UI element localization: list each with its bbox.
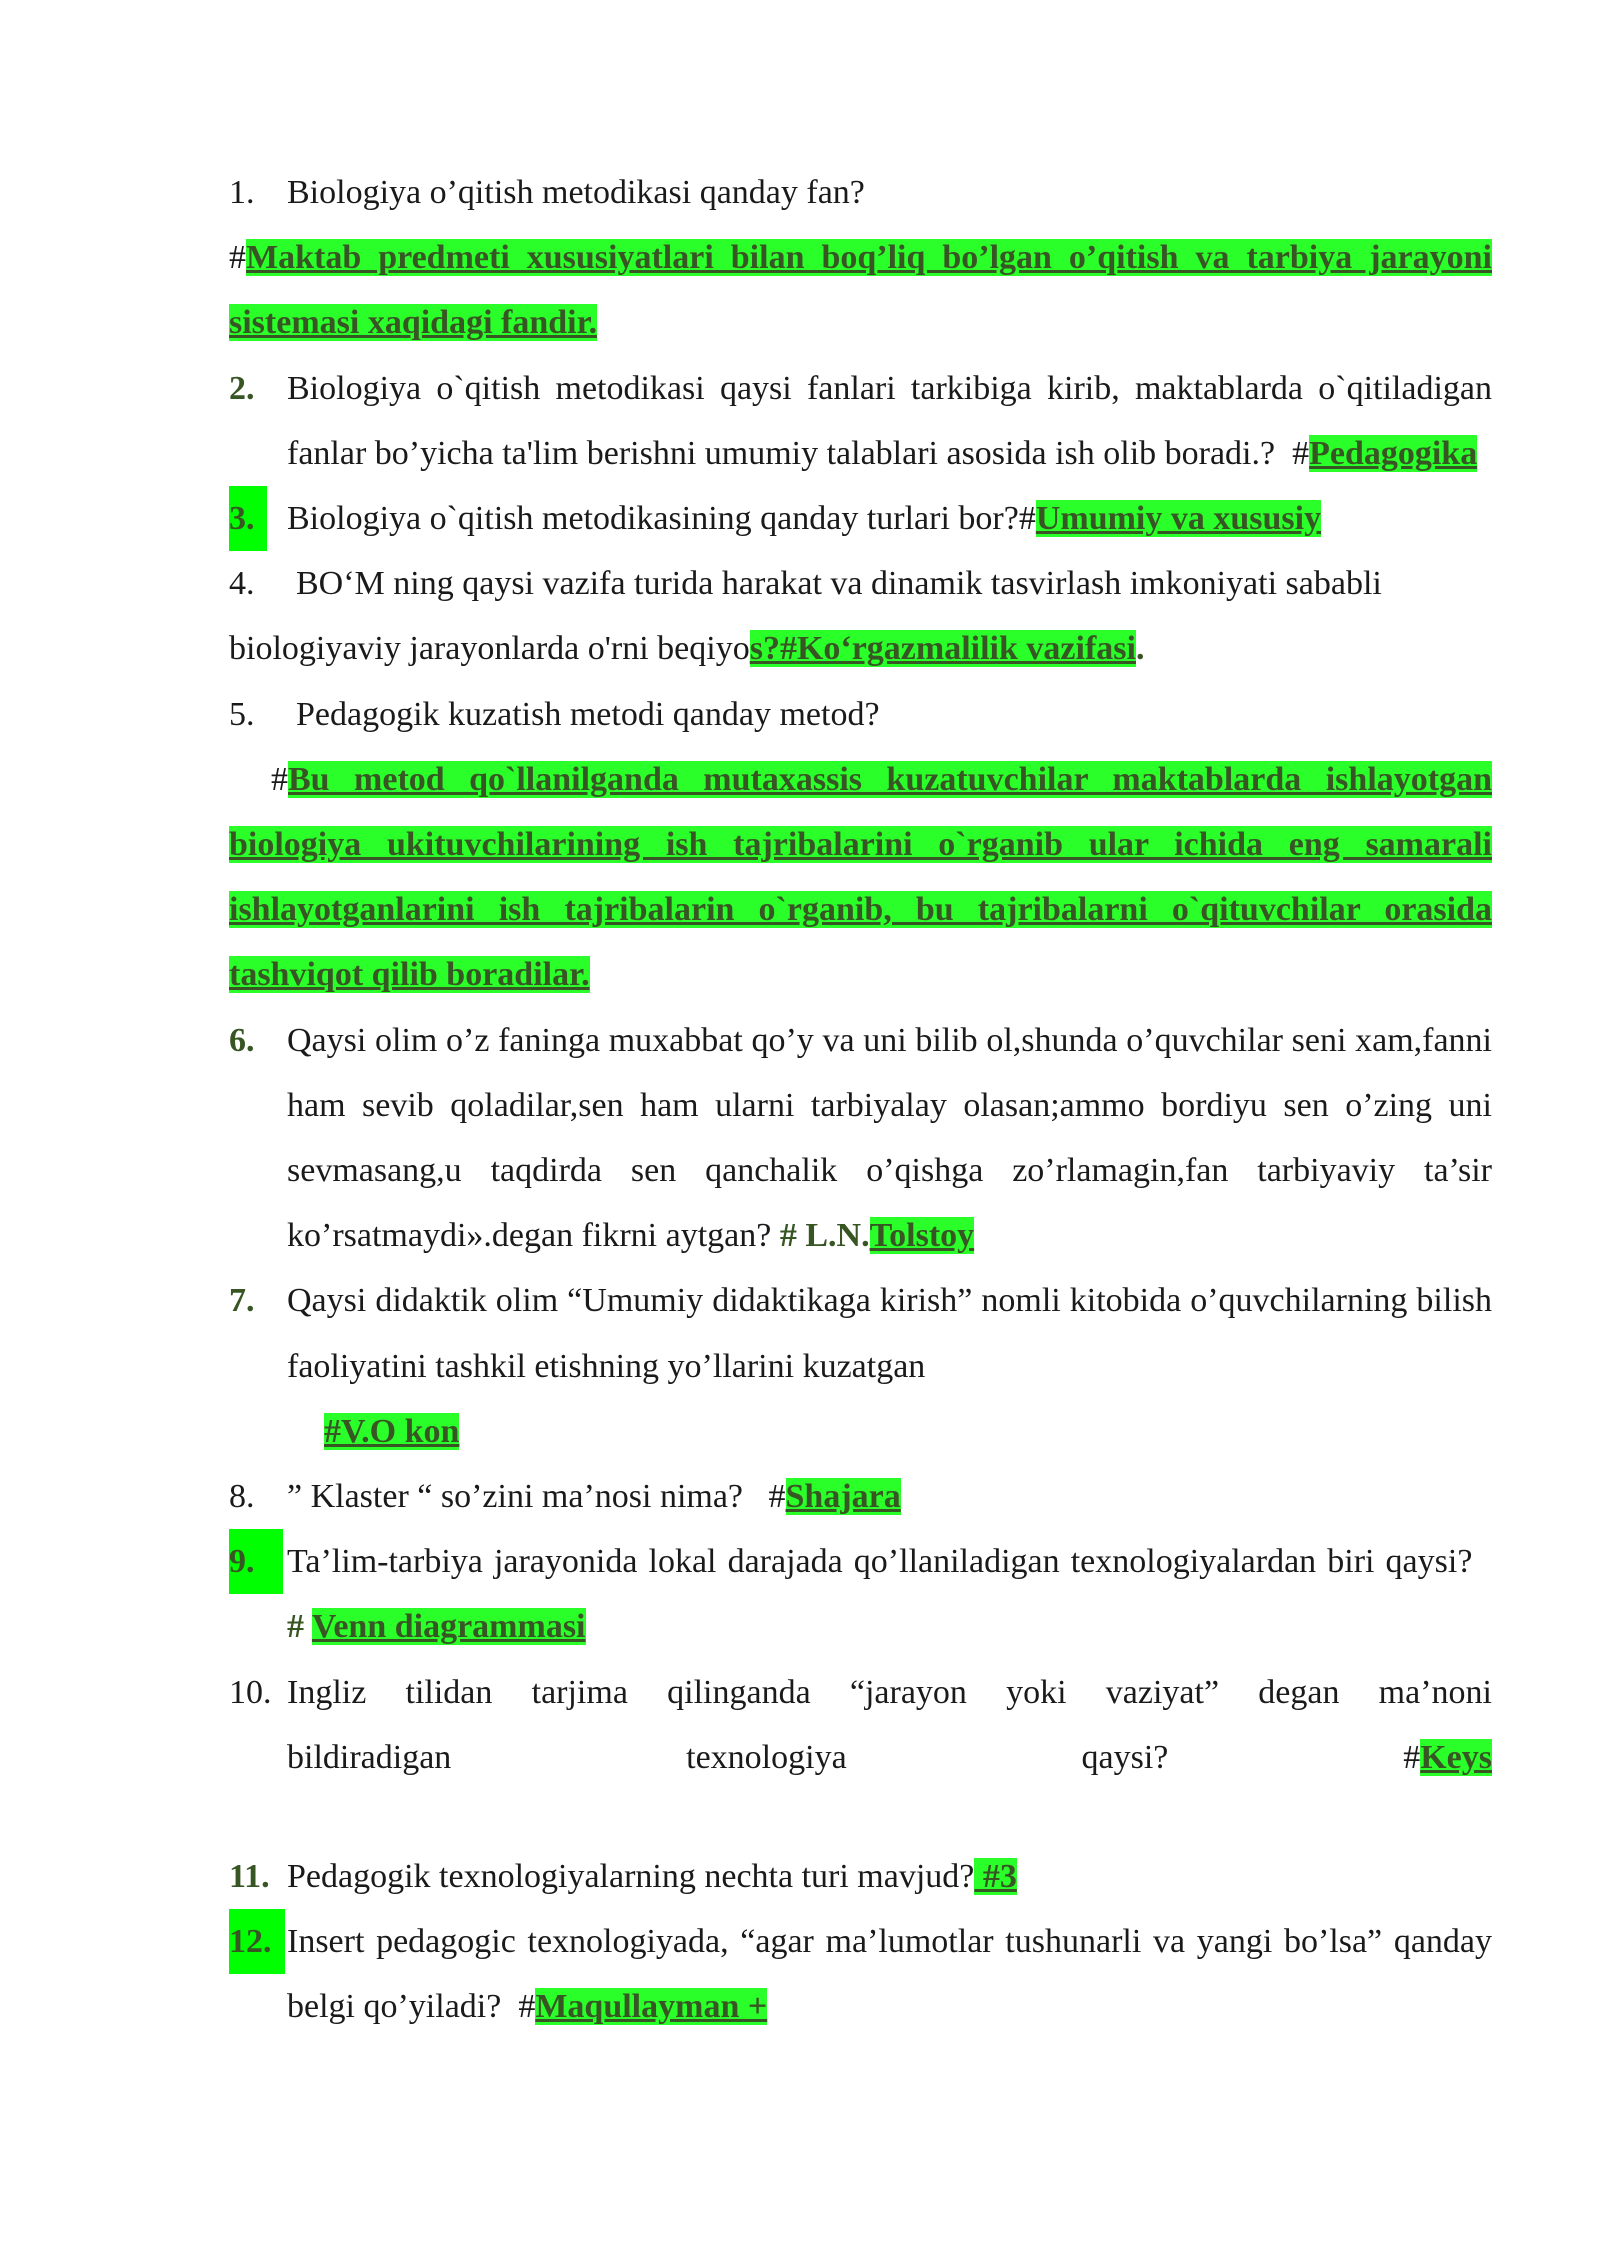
question-text: Qaysi didaktik olim “Umumiy didaktikaga kirish” nomli kitobida o’quvchilarning bilish faoliyatini tashkil etishning yo’llarini kuzatgan [287, 1282, 1492, 1385]
question-5 [229, 682, 1492, 1008]
question-9 [229, 1529, 1492, 1659]
question-word: bildiradigan [287, 1738, 452, 1776]
question-3 [229, 486, 1492, 551]
hash-mark: # [287, 1608, 312, 1646]
hash-mark: # [1403, 1738, 1421, 1776]
question-number: 7. [229, 1282, 255, 1320]
hash-mark: # [229, 239, 246, 277]
answer-highlight: s?#Ko‘rgazmalilik vazifasi [749, 630, 1136, 668]
question-number: 4. [229, 565, 255, 603]
question-1 [229, 160, 1492, 356]
question-number: 8. [229, 1478, 255, 1516]
answer-tail: . [1135, 630, 1145, 668]
answer-highlight: Maktab predmeti xususiyatlari bilan boq’liq bo’lgan o’qitish va tarbiya jarayoni sistemasi xaqidagi fandir. [229, 239, 1492, 342]
question-number: 10. [229, 1673, 272, 1711]
question-number: 2. [229, 369, 255, 407]
question-11 [229, 1844, 1492, 1909]
answer-highlight: Keys [1420, 1738, 1492, 1776]
question-number: 5. [229, 695, 255, 733]
question-number: 6. [229, 1021, 255, 1059]
question-word: texnologiya [686, 1738, 847, 1776]
question-text: BO‘M ning qaysi vazifa turida harakat va dinamik tasvirlash imkoniyati sababli biologiyaviy jarayonlarda o'rni beqiyo [229, 565, 1382, 668]
answer-highlight: Venn diagrammasi [311, 1608, 586, 1646]
document-page [229, 160, 1492, 2040]
question-10 [229, 1660, 1492, 1790]
question-text: Pedagogik kuzatish metodi qanday metod? [296, 695, 880, 733]
answer-highlight: Tolstoy [869, 1217, 975, 1255]
question-text: Pedagogik texnologiyalarning nechta turi mavjud? [287, 1858, 975, 1896]
question-text: Ingliz tilidan tarjima qilinganda “jarayon yoki vaziyat” degan ma’noni [287, 1673, 1492, 1711]
hash-mark: # [518, 1988, 536, 2026]
question-number: 1. [229, 174, 255, 211]
question-8 [229, 1464, 1492, 1529]
blank-line [229, 1790, 1492, 1844]
question-7 [229, 1268, 1492, 1398]
answer-highlight: Bu metod qo`llanilganda mutaxassis kuzatuvchilar maktablarda ishlayotgan biologiya ukituvchilarining ish tajribalarini o`rganib ular ichida eng samarali ishlayotganlarini ish tajribalarin o`rganib, bu tajribalarni o`qituvchilar orasida tashviqot qilib boradilar. [229, 760, 1492, 994]
answer-highlight: Maqullayman + [535, 1988, 768, 2026]
answer-highlight: #V.O kon [324, 1412, 460, 1450]
question-text: Biologiya o`qitish metodikasi qaysi fanlari tarkibiga kirib, maktablarda o`qitiladigan fanlar bo’yicha ta'lim berishni umumiy talablari asosida ish olib boradi.? [287, 369, 1492, 472]
answer-highlight: #3 [974, 1858, 1017, 1896]
answer-highlight: Shajara [785, 1478, 901, 1516]
answer-prefix: # L.N. [779, 1217, 870, 1255]
question-12 [229, 1909, 1492, 2039]
hash-mark: # [1292, 434, 1310, 472]
question-text: Insert pedagogic texnologiyada, “agar ma’lumotlar tushunarli va yangi bo’lsa” qanday belgi qo’yiladi? [287, 1923, 1492, 2026]
hash-mark: # [768, 1478, 786, 1516]
question-text: Biologiya o’qitish metodikasi qanday fan? [287, 174, 865, 211]
question-text: Biologiya o`qitish metodikasining qanday turlari bor? [287, 500, 1019, 538]
question-number: 3. [229, 486, 267, 551]
question-number: 11. [229, 1858, 270, 1896]
answer-highlight: Pedagogika [1309, 434, 1478, 472]
question-word: qaysi? [1081, 1738, 1169, 1776]
question-text: ” Klaster “ so’zini ma’nosi nima? [287, 1478, 744, 1516]
hash-mark: # [271, 760, 288, 798]
question-6 [229, 1008, 1492, 1269]
question-number: 12. [229, 1909, 285, 1974]
question-number: 9. [229, 1529, 283, 1594]
question-2 [229, 356, 1492, 486]
question-text: Qaysi olim o’z faninga muxabbat qo’y va uni bilib ol,shunda o’quvchilar seni xam,fanni ham sevib qoladilar,sen ham ularni tarbiyalay olasan;ammo bordiyu sen o’zing uni sevmasang,u taqdirda sen qanchalik o’qishga zo’rlamagin,fan tarbiyaviy ta’sir ko’rsatmaydi».degan fikrni aytgan? [287, 1021, 1492, 1255]
question-4 [229, 551, 1492, 681]
hash-mark: # [1018, 500, 1036, 538]
answer-highlight: Umumiy va xususiy [1035, 500, 1322, 538]
question-text: Ta’lim-tarbiya jarayonida lokal darajada qo’llaniladigan texnologiyalardan biri qaysi? [287, 1543, 1473, 1581]
